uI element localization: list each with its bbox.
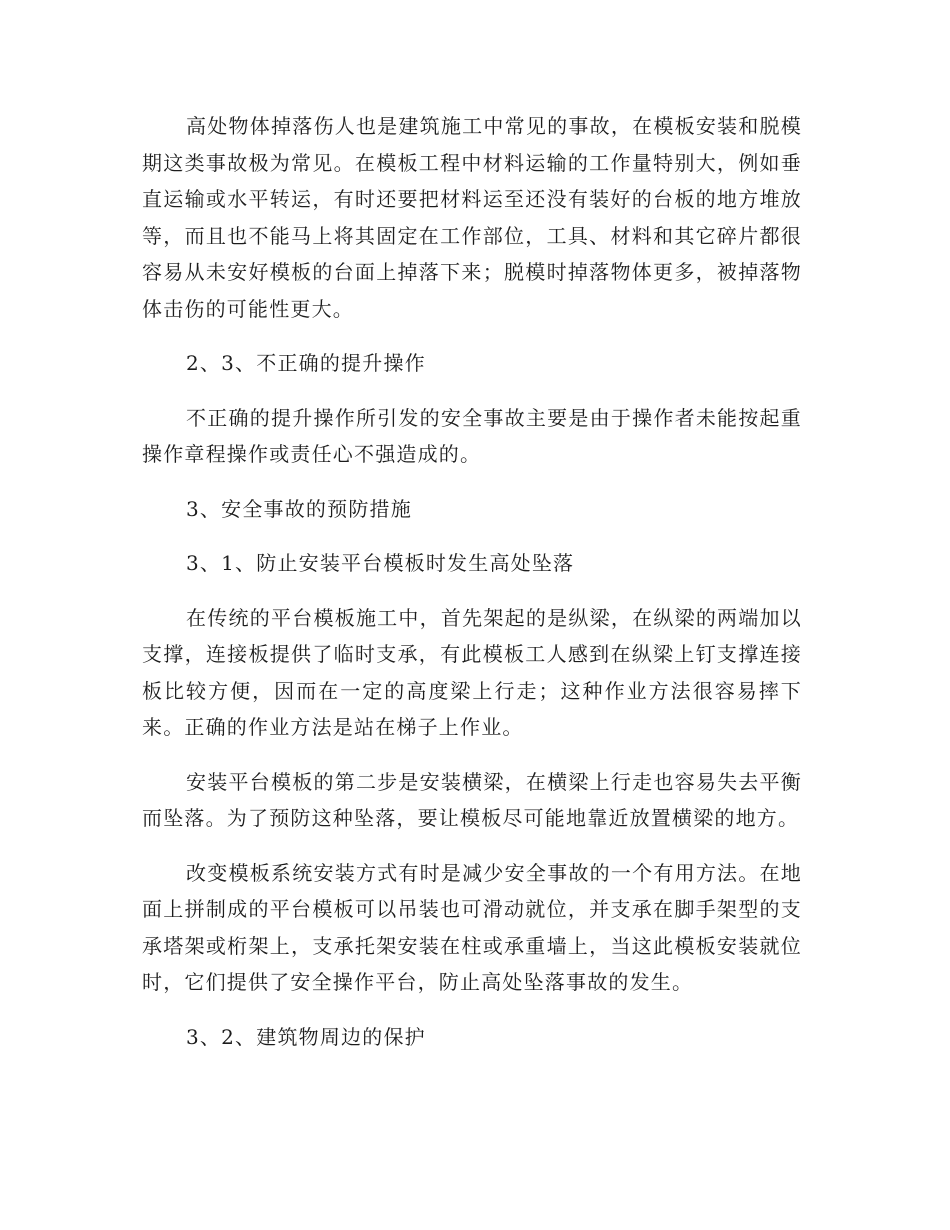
section-heading-2-3: 2、3、不正确的提升操作: [186, 351, 426, 375]
paragraph-falling-objects: 高处物体掉落伤人也是建筑施工中常见的事故，在模板安装和脱模期这类事故极为常见。在模板工程中材料运输的工作量特别大，例如垂直运输或水平转运，有时还要把材料运至还没有装好的台板的地方堆放等，而且也不能马上将其固定在工作部位，工具、材料和其它碎片都很容易从未安好模板的台面上掉落下来；脱模时掉落物体更多，被掉落物体击伤的可能性更大。: [142, 114, 802, 321]
document-body: [142, 108, 802, 1073]
paragraph-lifting-operation: 不正确的提升操作所引发的安全事故主要是由于操作者未能按起重操作章程操作或责任心不强造成的。: [142, 405, 802, 466]
section-heading-3: 3、安全事故的预防措施: [186, 496, 412, 521]
section-heading-3-1: 3、1、防止安装平台模板时发生高处坠落: [186, 551, 575, 575]
paragraph-traditional-formwork: 在传统的平台模板施工中，首先架起的是纵梁，在纵梁的两端加以支撑，连接板提供了临时支承，有此模板工人感到在纵梁上钉支撑连接板比较方便，因而在一定的高度梁上行走；这种作业方法很容易摔下来。正确的作业方法是站在梯子上作业。: [142, 605, 802, 739]
paragraph-cross-beams: 安装平台模板的第二步是安装横梁，在横梁上行走也容易失去平衡而坠落。为了预防这种坠落，要让模板尽可能地靠近放置横梁的地方。: [142, 769, 802, 830]
section-heading-3-2: 3、2、建筑物周边的保护: [186, 1024, 426, 1049]
paragraph-installation-method: 改变模板系统安装方式有时是减少安全事故的一个有用方法。在地面上拼制成的平台模板可以吊装也可滑动就位，并支承在脚手架型的支承塔架或桁架上，支承托架安装在柱或承重墙上，当这此模板安装就位时，它们提供了安全操作平台，防止高处坠落事故的发生。: [142, 860, 802, 994]
